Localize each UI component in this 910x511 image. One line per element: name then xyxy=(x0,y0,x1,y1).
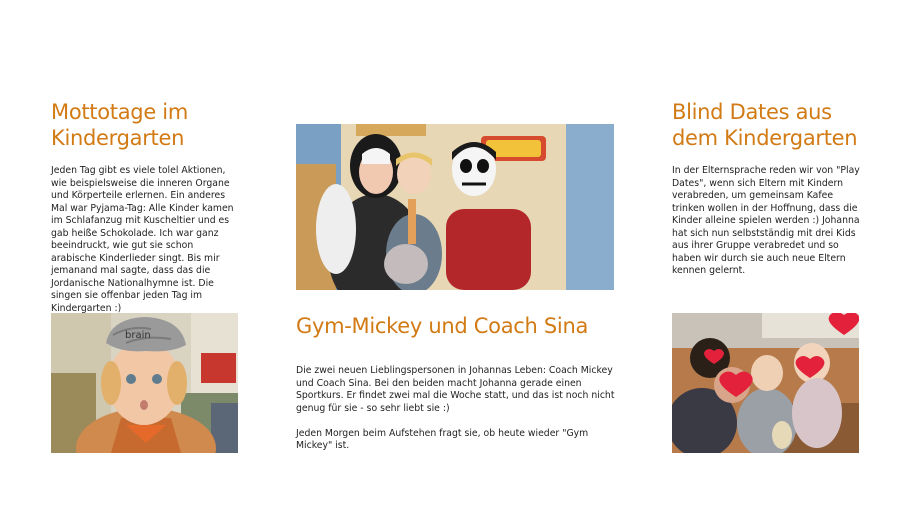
photo-costume-group xyxy=(296,124,614,290)
photo-child-brain-hat xyxy=(51,313,238,453)
section-text-paragraph: Jeden Morgen beim Aufstehen fragt sie, ob heute wieder "Gym Mickey" ist. xyxy=(296,427,589,451)
section-text-gym-mickey xyxy=(296,365,616,453)
section-heading-gym-mickey: Gym-Mickey und Coach Sina xyxy=(296,314,589,338)
section-text-paragraph: Die zwei neuen Lieblingspersonen in Johannas Leben: Coach Mickey und Coach Sina. Bei den beiden macht Johanna gerade einen Sportkurs. Er findet zwei mal die Woche statt, und das ist noch nicht genug für sie - so sehr liebt sie :) xyxy=(296,365,615,414)
section-heading-blind-dates: Blind Dates aus dem Kindergarten xyxy=(672,100,858,150)
section-text-mottotage: Jeden Tag gibt es viele tolel Aktionen, wie beispielsweise die inneren Organe und Körperteile erlernen. Ein anderes Mal war Pyjama-Tag: Alle Kinder kamen im Schlafanzug mit Kuscheltier und es gab heiße Schokolade. Ich war ganz beeindruckt, wie gut sie schon arabische Kinderlieder singt. Bis mir jemanand mal sagte, dass das die Jordanische Nationalhymne ist. Die singen sie offenbar jeden Tag im Kindergarten :) xyxy=(51,165,234,314)
section-heading-mottotage: Mottotage im Kindergarten xyxy=(51,100,189,150)
section-text-blind-dates: In der Elternsprache reden wir von "Play Dates", wenn sich Eltern mit Kindern verabreden, um gemeinsam Kafee trinken wollen in der Hoffnung, dass die Kinder alleine spielen werden :) Johanna hat sich nun selbstständig mit drei Kids aus ihrer Gruppe verabredet und so haben wir durch sie auch neue Eltern kennen gelernt. xyxy=(672,165,860,276)
svg-text:brain: brain xyxy=(125,330,151,341)
photo-kids-playdate xyxy=(672,313,859,453)
